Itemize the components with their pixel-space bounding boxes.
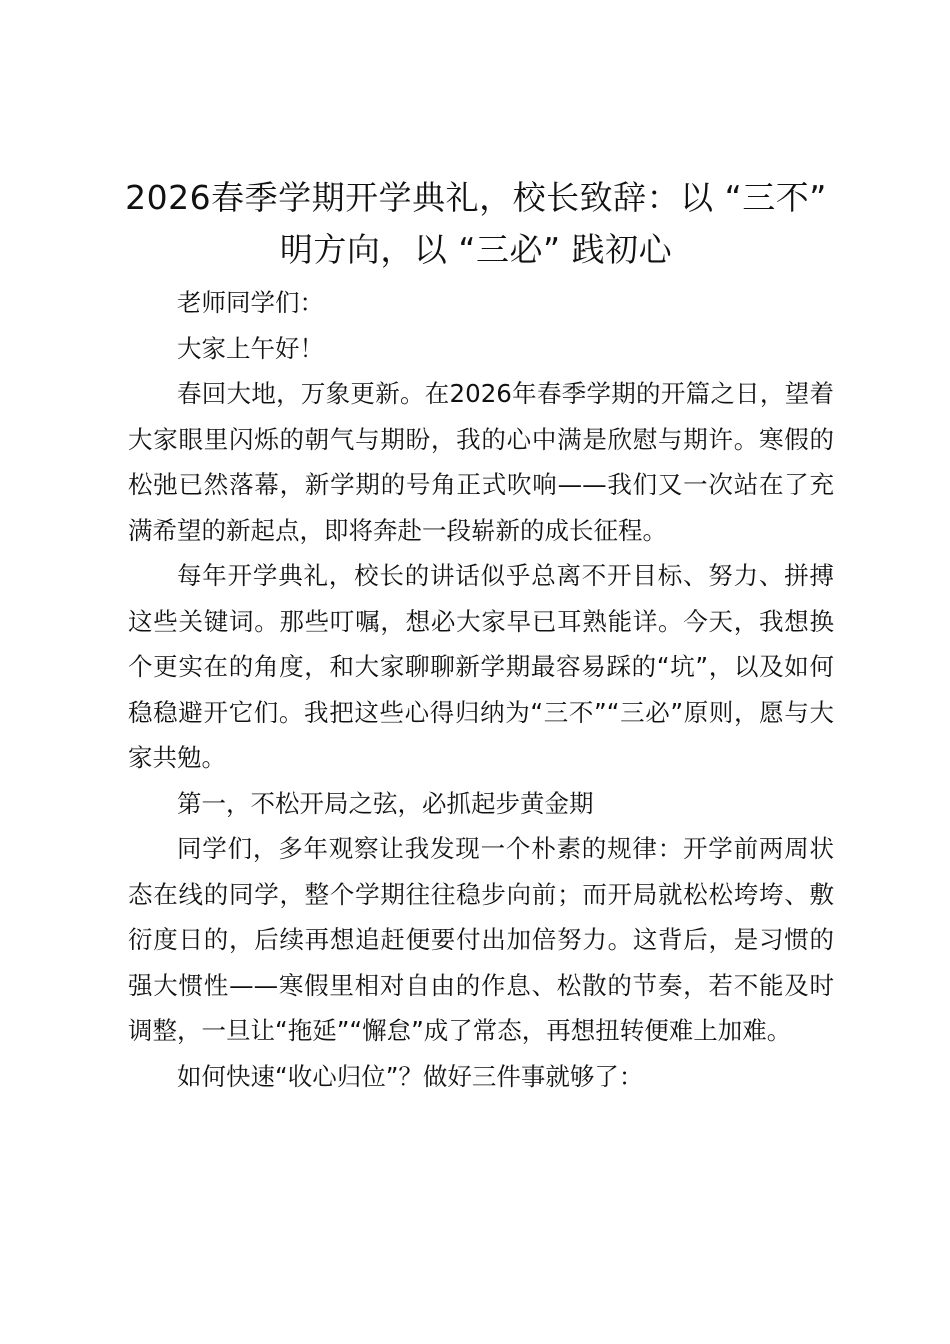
document-body [128,280,834,1099]
body-paragraph: 如何快速“收心归位”？做好三件事就够了： [177,1061,644,1091]
document-title: 2026春季学期开学典礼，校长致辞：以 “三不” 明方向，以 “三必” 践初心 [125,178,827,269]
section-heading: 第一，不松开局之弦，必抓起步黄金期 [177,788,594,818]
body-paragraph: 同学们，多年观察让我发现一个朴素的规律：开学前两周状态在线的同学，整个学期往往稳步向前；而开局就松松垮垮、敷衍度日的，后续再想追赶便要付出加倍努力。这背后，是习惯的强大惯性——寒假里相对自由的作息、松散的节奏，若不能及时调整，一旦让“拖延”“懈怠”成了常态，再想扭转便难上加难。 [128,834,834,1045]
body-paragraph: 春回大地，万象更新。在2026年春季学期的开篇之日，望着大家眼里闪烁的朝气与期盼，我的心中满是欣慰与期许。寒假的松弛已然落幕，新学期的号角正式吹响——我们又一次站在了充满希望的新起点，即将奔赴一段崭新的成长征程。 [128,379,834,545]
greeting-paragraph: 大家上午好！ [177,333,324,363]
body-paragraph: 每年开学典礼，校长的讲话似乎总离不开目标、努力、拼搏这些关键词。那些叮嘱，想必大家早已耳熟能详。今天，我想换个更实在的角度，和大家聊聊新学期最容易踩的“坑”，以及如何稳稳避开它们。我把这些心得归纳为“三不”“三必”原则，愿与大家共勉。 [128,561,834,772]
salutation-paragraph: 老师同学们： [177,288,324,317]
